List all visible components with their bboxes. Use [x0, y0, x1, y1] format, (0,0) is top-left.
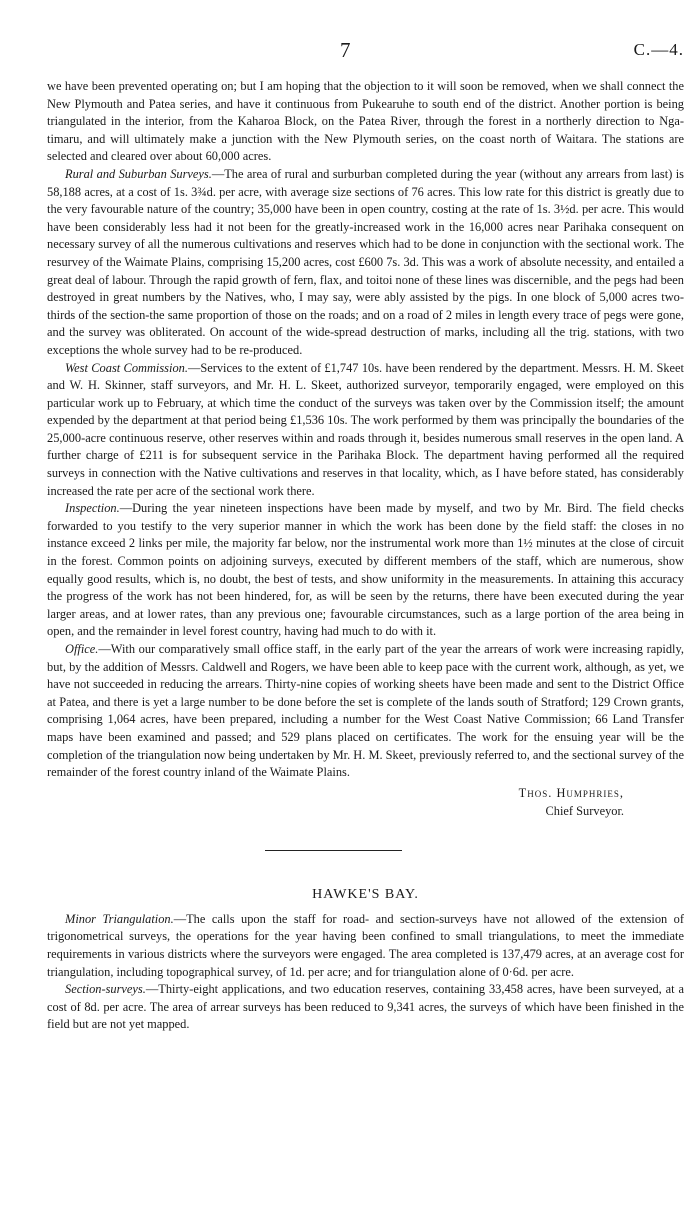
paragraph-triangulation: we have been prevented operating on; but I am hoping that the objection to it will soon be removed, when we shall connect the New Plymouth and Patea series, and have it continuous from Pukearuhe to south end of the district. Another portion is being triangulated in the interior, from the Kaharoa Block, on the Patea River, through the forest in a northerly direction to Nga-timaru, and will ultimately make a junction with the New Plymouth series, on the coast north of Waitara. The stations are selected and cleared over about 60,000 acres. [47, 79, 684, 164]
heading-west-coast: West Coast Commission. [65, 360, 188, 375]
section-divider [265, 850, 402, 851]
page-header [47, 38, 684, 78]
heading-office: Office. [65, 642, 99, 656]
paragraph-office [47, 641, 684, 782]
page-number: 7 [340, 38, 351, 62]
paragraph-rural-surveys [47, 166, 684, 360]
signature-block [47, 784, 624, 820]
paragraph-inspection [47, 500, 684, 641]
text-inspection: —During the year nineteen inspections have been made by myself, and two by Mr. Bird. The field checks forwarded to you testify to the very superior manner in which the work has been done by the field staff: the closes in no instance exceed 2 links per mile, the majority far below, nor the instrumental work more than 1½ minutes at the close of circuit in the forest. Common points on adjoining surveys, executed by different members of the staff, which are numerous, show equally good results, which is, no doubt, the best of tests, and show uniformity in the measurements. In attaining this accuracy the progress of the work has not been hindered, for, as will be seen by the returns, there have been executed during the year larger areas, and at lower rates, than any previous one; favourable circumstances, such as a large portion of the area being in open, and the remainder in level forest country, having had much to do with it. [47, 501, 684, 639]
text-rural-surveys: —The area of rural and surburban completed during the year (without any arrears from last) is 58,188 acres, at a cost of 1s. 3¾d. per acre, with average size sections of 76 acres. This low rate for this district is greatly due to the very favourable nature of the country; 35,000 have been in open country, costing at the rate of 1s. 3½d. per acre. This would have been considerably less had it not been for the greatly-increased work in the 16,000 acres near Parihaka consequent on necessary survey of all the numerous cultivations and reserves which had to be done in conjunction with the sectional work. The resurvey of the Waimate Plains, comprising 15,200 acres, cost £600 7s. 3d. This was a work of absolute necessity, and entailed a great deal of labour. Through the rapid growth of fern, flax, and toitoi none of these lines was discernible, and the pegs had been destroyed in great numbers by the Natives, who, I may say, were ably assisted by the pigs. In one block of 5,000 acres two-thirds of the section-the same proportion of those on the roads; and on a road of 2 miles in length every trace of pegs were gone, and the survey was obliterated. On account of the wide-spread destruction of marks, including all the trig. stations, with two exceptions the whole survey had to be re-produced. [47, 166, 684, 357]
paragraph-section-surveys [47, 981, 684, 1034]
signature-title: Chief Surveyor. [545, 803, 624, 818]
paragraph-west-coast [47, 360, 684, 501]
document-reference: C.—4. [633, 40, 684, 59]
heading-rural-surveys: Rural and Suburban Surveys. [65, 166, 212, 181]
text-west-coast: —Services to the extent of £1,747 10s. have been rendered by the department. Messrs. H. M. Skeet and W. H. Skinner, staff surveyors, and Mr. H. L. Skeet, authorized surveyor, temporarily engaged, were employed on this particular work up to February, at which time the conduct of the surveys was taken over by the Commission itself; the amount expended by the department at that period being £1,536 10s. The work performed by them was principally the boundaries of the 25,000-acre continuous reserve, other reserves within and roads through it, besides numerous small reserves in the open land. A further charge of £211 is for subsequent service in the Parihaka Block. The department having performed all the required surveys in connection with the Native cultivations and reserves in that locality, which, as I have before stated, has considerably increased the rate per acre of the sectional work there. [47, 360, 684, 498]
heading-inspection: Inspection. [65, 501, 120, 516]
text-section-surveys: —Thirty-eight applications, and two education reserves, containing 33,458 acres, have been surveyed, at a cost of 8d. per acre. The area of arrear surveys has been reduced to 9,341 acres, the surveys of which have been finished in the field but are not yet mapped. [47, 982, 684, 1032]
paragraph-minor-triangulation [47, 911, 684, 981]
heading-section-surveys: Section-surveys. [65, 982, 146, 997]
text-minor-triangulation: —The calls upon the staff for road- and section-surveys have not allowed of the extension of trigonometrical surveys, the operations for the year having been confined to small triangulations, to meet the immediate requirements in various districts where the surveyors were engaged. The area completed is 137,479 acres, at an average cost for triangulation, including topographical survey, of 1d. per acre; and for triangulation alone of 0·6d. per acre. [47, 911, 685, 979]
section-title-hawkes-bay: HAWKE'S BAY. [312, 886, 419, 902]
heading-minor-triangulation: Minor Triangulation. [65, 911, 174, 926]
text-office: —With our comparatively small office staff, in the early part of the year the arrears of work were increasing rapidly, but, by the addition of Messrs. Caldwell and Rogers, we have been able to keep pace with the current work, although, as yet, we have not succeeded in reducing the arrears. Thirty-nine copies of working sheets have been made and sent to the District Office at Patea, and there is yet a large number to be done before the set is complete of the lands south of Stratford; 129 Crown grants, comprising 1,064 acres, have been prepared, including a number for the West Coast Native Commission; 66 Land Transfer maps have been examined and passed; and 529 plans placed on certificates. The work for the ensuing year will be the completion of the triangulation now being undertaken by Mr. H. M. Skeet, previously referred to, and the sectional survey of the remainder of the forest country inland of the Waimate Plains. [47, 642, 684, 780]
signature-name: Thos. Humphries, [518, 785, 624, 800]
